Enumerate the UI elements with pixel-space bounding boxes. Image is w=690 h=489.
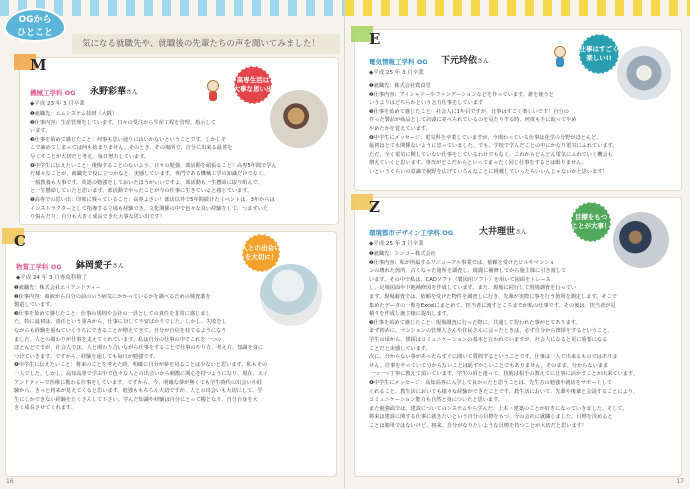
profile-card-c	[6, 232, 336, 476]
profile-body-c	[14, 284, 330, 413]
body-line: ❹中学生に伝えたいこと：後悔することのないよう、日々の勉強、部活動を頑張ること！高専5年間で学ん	[30, 162, 277, 169]
quote-bubble: 目標をもつ ことが大事！	[571, 202, 611, 242]
body-line: ❸仕事を始めて感じたこと：現場調査に行った際に、共通して習われた事がとてあります。	[369, 319, 581, 326]
body-line: ❹中学生に伝えたいこと：将来のことを考えた時、明確に自分が夢を見ることは少ないと思います。私もその	[14, 362, 268, 369]
person-name: 大井理世さん	[479, 227, 528, 237]
department-label: 環境都市デザイン工学科 OG	[369, 229, 454, 237]
body-line: ❸仕事を始めて感じたこと：仕事の規則や会社の一員としての責任を非常に感じまし	[14, 310, 211, 317]
body-line: ❶就職先：シンコー株式会社	[369, 251, 436, 257]
body-line: インストラクターとして指導する立場も経験でき、文化関係の中で色々な良い経験をして、つまずいた	[30, 205, 269, 212]
graduation-year: ◆平成 25 年 3 月卒業	[369, 70, 424, 76]
body-line: まず初めに、マンションの管理人さんや住民さんに会ったときは、必ず自分から挨拶をするということ。	[369, 328, 613, 335]
body-line: ながらも経験を重ねていくうちにできることが増えてきて、自分が自信を持てるようになり	[14, 327, 227, 334]
person-name: 下元玲依さん	[441, 56, 490, 66]
body-line: ことだと実感しています。	[369, 345, 431, 352]
body-line: きく成長させてくれます。	[14, 405, 76, 412]
quote-bubble: 高専生活は 大事な思い出	[234, 66, 272, 104]
body-line: り悩んだり、自分も大きく成長できた大事な思い出です！	[30, 214, 165, 221]
quote-bubble: 仕事はすごく 楽しい!!	[579, 34, 619, 74]
body-line: ❶就職先：株式会社賞食堂	[369, 83, 431, 89]
profile-card-e	[355, 30, 681, 190]
body-line: 最初はとても関係ないように思っていました。でも、学校で学んだことの中にかなり電気にふれています。	[369, 143, 618, 150]
body-line: し、足場図面や下地補修図を作成しています。また、現場に同行して現場調査を行ってい	[369, 285, 577, 292]
badge-line2: ひとこと	[16, 28, 53, 38]
mascot-icon	[204, 80, 222, 102]
body-line: ❷仕事内容：アイシャドーやファンデーションなどを作っています。誰を使うと	[369, 91, 554, 98]
intro-banner: 気になる就職先や、就職後の先輩たちの声を聞いてみました！	[72, 34, 340, 54]
profile-card-m	[20, 58, 338, 224]
body-line: 一般教養も大事です。英語の勉強をしておいたほうがいいですよ。部活動も一生懸命に取り組んで、	[30, 179, 263, 186]
body-line: せん。任事をやっていて分からないことは恥ずかしいことでもありません。そのまま、分からないまま	[369, 362, 609, 369]
body-line: 学生の頃から、挨拶はコミュニケーションの基本と言われていますが、社会人になると更に重要になる	[369, 336, 608, 343]
mascot-icon	[551, 46, 569, 68]
graduation-year: ◆平成 23 年 3 月卒業	[30, 101, 85, 107]
body-line: やめたかを覚えています。	[369, 125, 431, 132]
body-line: ❶就職先：株式会社エイアンドティー	[14, 285, 101, 291]
body-line: 次に、分からない事があったらすぐに聞いて質問するということです。仕事は一人で出来るものではありま	[369, 354, 618, 361]
page-number-right: 17	[676, 478, 684, 485]
body-line: 尽くすことが大切だと考え、毎日努力しています。	[30, 153, 150, 160]
section-letter-z: Z	[369, 198, 380, 216]
body-line: 一人でした。しかし、高知高専で学ぶ中で色々な人との出会いから刺激に関心を持つようになり、現在、エイ	[14, 370, 269, 377]
body-line: いうよりはどちらかというと力仕事をしています	[369, 100, 484, 107]
department-label: 機械工学科 OG	[30, 89, 76, 97]
body-line: います。その中で私は、CADソフト（製図用ソフト）を用いて図面をトレース	[369, 276, 551, 283]
quote-bubble: 人との出会い を大切に！	[242, 234, 280, 272]
body-line: 集めたデータの一覧をExcelにまとめて、担当者に渡すところまでが私の仕事です。その後は、担当者が見	[369, 302, 616, 309]
section-letter-m: M	[30, 56, 47, 74]
body-line: ❹中学生にメッセージ：電気科を卒業していますが、今関わっている仕事は化学の分野がほとんど。	[369, 134, 602, 141]
body-line: つけていきます。ですから、経験を通しても毎日が勉強です。	[14, 353, 159, 360]
body-line: 積りを作成し施主様に提出します。	[369, 311, 452, 318]
body-line: ❸仕事を始めて感じたこと：何事も思い通りにはいかないということです。しかしそ	[30, 136, 227, 143]
page-number-left: 16	[6, 478, 14, 485]
body-line: ❶就職先：エムシステム技研（大阪）	[30, 111, 118, 117]
right-page	[345, 0, 690, 489]
department-label: 電気情報工学科 OG	[369, 58, 428, 66]
profile-card-z	[355, 198, 681, 476]
profile-body-m	[30, 110, 330, 222]
graduation-year: ◆平成 24 年 3 月専攻科修了	[16, 275, 88, 281]
body-line: ます。現場調査では、依頼を受けた物件を調査しに行き、先輩が実際に事を行う箇所を測定します。そこで	[369, 293, 617, 300]
body-line: 験から、きっと将来が見えてくると思います。勉強ももちろん大切ですが、人との出会いも大切にして、学	[14, 388, 263, 395]
body-line: と一生懸命していたと思います。部活動でやったことが今の仕事に生きていると感じています。	[30, 188, 253, 195]
body-line: くれること。教生活においても様々な経験ができたことです。教生活において、先輩や後輩と会話することにより、	[369, 388, 639, 395]
body-line: います。	[30, 128, 51, 135]
body-line: ンの壊れた箇所、古くなった箇所を調査し、綺麗に補修してから施主様に引き渡して	[369, 268, 567, 275]
body-line: 一つ一つ丁寧に教えて頂いています。学生の頃と違って、技術は相手の教えてに仕事に活かすことが出来ています。	[369, 371, 638, 378]
body-line: ❺高専での思い出：印象に残っていること：高専よさい！部活以外で5年間続けたイベントは、3年からは	[30, 196, 275, 203]
body-line: アンドティーで医療に携わる仕事をしています。ですから、今、明確な夢が無くても学生時代の出会いや経	[14, 379, 262, 386]
body-line: コミュニケーション能力も自然と身についたと思います。	[369, 397, 504, 404]
profile-body-e	[369, 82, 675, 177]
person-name: 永野彩華さん	[90, 87, 139, 97]
body-line: 生にしかできない経験をたくさんして下さい。学んだ知識や経験は自分にとって糧となり、自分自身を大	[14, 396, 258, 403]
person-name: 鉢岡愛子さん	[76, 261, 125, 271]
body-line: ❷仕事内容：血液から白分の前のいう病気にかかっているかを調べるための検査薬を	[14, 293, 211, 300]
body-line: また勉強面では、建設についてのシステムやら学んだ、土木・建築のことが好きになっていきました。そして、	[369, 405, 628, 412]
department-label: 物質工学科 OG	[16, 263, 62, 271]
body-line: ❷仕事内容：生産管理をしています。日々の受注から生産工程を管理、指示して	[30, 119, 216, 126]
profile-body-z	[369, 250, 675, 430]
graduation-year: ◆平成 25 年 3 月卒業	[369, 241, 424, 247]
body-line: た。特に最初は、責任という重みから、仕事に対して不安ばかりでした。しかし、失敗をし	[14, 319, 227, 326]
body-line: ❹中学生にメッセージ：高知高専に入学して良かったと思うことは、先生方の勉強や就活をサポートして	[369, 379, 612, 386]
body-line: 製造しています。	[14, 302, 56, 309]
body-line: ただ、全く電気に関していない仕事をしているわけでもなく、これからどんどん電気にふれていく機会も	[369, 151, 613, 158]
body-line: ❸仕事を始めて感じたこと：社会人に1年目ですが、仕事はすごく楽しいです！自分の	[369, 108, 569, 115]
body-line: ほとんどですが、社会人では、人と関わり合いながら仕事をすることで仕事のやり方、考え方、知識を身に	[14, 345, 264, 352]
og-badge	[4, 8, 66, 42]
body-line: ました。人との関わりが仕事を支えてくれています。私は自分の仕事の中でこれを一つの	[14, 336, 222, 343]
badge-line1: OGから	[18, 15, 52, 25]
body-line: だ様々なことが、就職先で役に立つかなと、実感しています。専門である機械工学の知識だけでなく、	[30, 171, 269, 178]
section-letter-c: C	[14, 232, 26, 250]
body-line: こで諦めてしまっては何も始まりません。そのとき、その場所で、自分に出来る最善を	[30, 145, 233, 152]
body-line: ことは簡単ではないけど、将来、自分がなりたいような目標を持つことが大切だと思います！	[369, 422, 587, 429]
body-line: 増えていくと思います。専攻がどこだからといってまったく同じ仕事をするとは限りません。	[369, 160, 587, 167]
section-letter-e: E	[369, 30, 381, 48]
body-line: 作った製品が商品として店頭に並べられているのを見たりする時、何度も手に取ってやめ	[369, 117, 577, 124]
body-line: 将来は建設に関する仕事に就きたいという自分の目標をもつ、今の会社に就職しました。目標を決めると	[369, 414, 613, 421]
body-line: いというぐらいの意識で視野を広げていろんなことに挑戦していったらいいんじゃないかと思います！	[369, 168, 608, 175]
body-line: ❷仕事内容：私が所属するリニューアル事業では、依頼を受けたビルやマンショ	[369, 259, 555, 266]
bunting-decoration	[345, 0, 690, 16]
